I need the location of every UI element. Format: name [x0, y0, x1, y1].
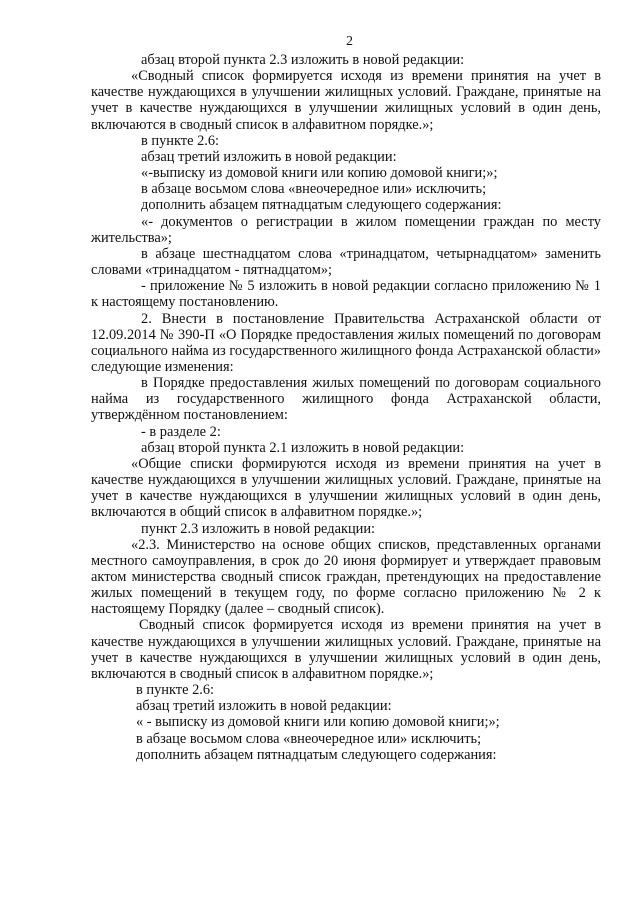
paragraph-4: абзац третий изложить в новой редакции:	[141, 148, 397, 165]
page-number: 2	[346, 34, 353, 49]
paragraph-12: в Порядке предоставления жилых помещений по договорам социального найма из государственного жилищного фонда Астраханской области, утверждённом постановлением:	[91, 375, 601, 424]
paragraph-21: « - выписку из домовой книги или копию домовой книги;»;	[136, 714, 500, 731]
paragraph-18: Сводный список формируется исходя из времени принятия на учет в качестве нуждающихся в улучшении жилищных условий. Граждане, принятые на учет в качестве нуждающихся в улучшении жилищных условий в один день, включаются в сводный список в алфавитном порядке.»;	[91, 617, 601, 682]
paragraph-11: 2. Внести в постановление Правительства Астраханской области от 12.09.2014 № 390-П «О Порядке предоставления жилых помещений по договорам социального найма из государственного жилищного фонда Астраханской области» следующие изменения:	[91, 310, 601, 375]
paragraph-23: дополнить абзацем пятнадцатым следующего содержания:	[136, 746, 497, 763]
paragraph-20: абзац третий изложить в новой редакции:	[136, 698, 392, 715]
paragraph-16: пункт 2.3 изложить в новой редакции:	[141, 520, 376, 537]
paragraph-8: «- документов о регистрации в жилом помещении граждан по месту жительства»;	[91, 213, 601, 246]
paragraph-10: - приложение № 5 изложить в новой редакции согласно приложению № 1 к настоящему постановлению.	[91, 278, 601, 311]
paragraph-6: в абзаце восьмом слова «внеочередное или» исключить;	[141, 181, 487, 198]
paragraph-5: «-выписку из домовой книги или копию домовой книги;»;	[141, 165, 498, 182]
paragraph-19: в пункте 2.6:	[136, 682, 215, 699]
paragraph-15: «Общие списки формируются исходя из времени принятия на учет в качестве нуждающихся в улучшении жилищных условий. Граждане, принятые на учет в качестве нуждающихся в улучшении жилищных условий в один день, включаются в общий список в алфавитном порядке.»;	[91, 455, 601, 521]
paragraph-3: в пункте 2.6:	[141, 132, 220, 149]
paragraph-1: абзац второй пункта 2.3 изложить в новой редакции:	[141, 52, 465, 68]
paragraph-17: «2.3. Министерство на основе общих списков, представленных органами местного самоуправления, в срок до 20 июня формирует и утверждает правовым актом министерства сводный список граждан, претендующих на предоставление жилых помещений в текущем году, по форме согласно приложению № 2 к настоящему Порядку (далее – сводный список).	[91, 536, 601, 618]
paragraph-2: «Сводный список формируется исходя из времени принятия на учет в качестве нуждающихся в улучшении жилищных условий. Граждане, принятые на учет в качестве нуждающихся в улучшении жилищных условий в один день, включаются в сводный список в алфавитном порядке.»;	[91, 68, 601, 133]
paragraph-9: в абзаце шестнадцатом слова «тринадцатом, четырнадцатом» заменить словами «тринадцатом - пятнадцатом»;	[91, 245, 601, 279]
paragraph-14: абзац второй пункта 2.1 изложить в новой редакции:	[141, 439, 465, 456]
paragraph-22: в абзаце восьмом слова «внеочередное или» исключить;	[136, 730, 482, 747]
paragraph-7: дополнить абзацем пятнадцатым следующего содержания:	[141, 197, 502, 214]
document-body	[91, 52, 601, 763]
paragraph-13: - в разделе 2:	[141, 423, 221, 440]
